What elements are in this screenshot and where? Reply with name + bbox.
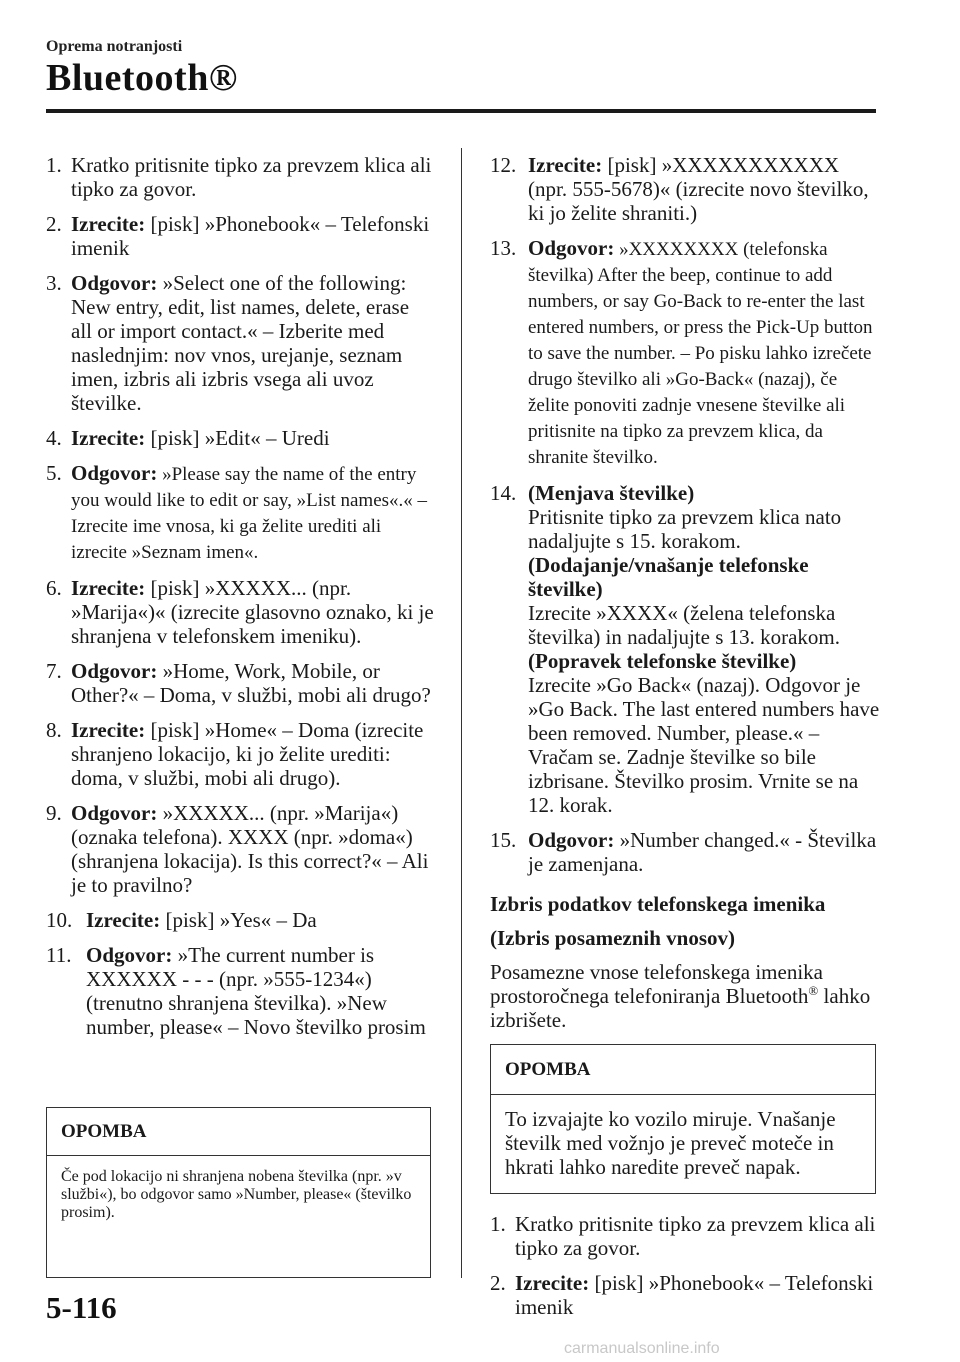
step-12 xyxy=(490,153,880,225)
step-4 xyxy=(46,426,434,450)
page-number: 5-116 xyxy=(46,1290,117,1325)
note-box-left xyxy=(46,1107,431,1278)
option-text: Pritisnite tipko za prevzem klica nato nadaljujte s 15. korakom. xyxy=(528,505,842,553)
step-text: [pisk] »XXXXXXXXXXX (npr. 555-5678)« (izrecite novo številko, ki jo želite shraniti.) xyxy=(528,153,869,225)
step-keyword: Izrecite: xyxy=(71,426,146,450)
step-keyword: Odgovor: xyxy=(71,659,158,683)
step-keyword: Odgovor: xyxy=(86,943,173,967)
step-number: 1. xyxy=(490,1212,506,1236)
step-2 xyxy=(46,212,434,260)
step-1-delete xyxy=(490,1212,880,1260)
step-8 xyxy=(46,718,434,790)
note-title: OPOMBA xyxy=(491,1045,875,1095)
header-rule xyxy=(46,109,876,113)
step-keyword: Izrecite: xyxy=(71,576,146,600)
step-3 xyxy=(46,271,434,415)
left-column xyxy=(46,153,434,1050)
right-column xyxy=(490,153,880,1330)
step-text: »XXXXXXXX (telefonska številka) After the beep, continue to add numbers, or say Go-Back to re-enter the last entered numbers, or press the Pick-Up button to save the number. – Po pisku lahko izrečete drugo številko ali »Go-Back« (nazaj), če želite ponoviti zadnje vnesene številke ali pritisnite na tipko za prevzem klica, da shranite številko. xyxy=(528,239,873,468)
section-heading: Izbris podatkov telefonskega imenika xyxy=(490,892,826,916)
step-6 xyxy=(46,576,434,648)
step-keyword: Izrecite: xyxy=(71,212,146,236)
step-number: 1. xyxy=(46,153,62,177)
note-text: Če pod lokacijo ni shranjena nobena številka (npr. »v službi«), bo odgovor samo »Number, please« (številko prosim). xyxy=(61,1168,412,1221)
step-5 xyxy=(46,461,434,565)
step-7 xyxy=(46,659,434,707)
step-number: 3. xyxy=(46,271,62,295)
section-intro: Posamezne vnose telefonskega imenika prostoročnega telefoniranja Bluetooth® lahko izbrišete. xyxy=(490,960,871,1032)
step-text: Kratko pritisnite tipko za prevzem klica ali tipko za govor. xyxy=(71,153,432,201)
note-box-right xyxy=(490,1044,876,1194)
step-number: 4. xyxy=(46,426,62,450)
watermark: carmanualsonline.info xyxy=(564,1340,720,1357)
step-text: [pisk] »Home« – Doma (izrecite shranjeno lokacijo, ki jo želite urediti: doma, v službi, mobi ali drugo). xyxy=(71,718,424,790)
step-number: 9. xyxy=(46,801,62,825)
step-number: 2. xyxy=(490,1271,506,1295)
option-heading: (Dodajanje/vnašanje telefonske številke) xyxy=(528,553,809,601)
page-title: Bluetooth® xyxy=(46,57,238,99)
step-number: 11. xyxy=(46,943,72,967)
step-keyword: Izrecite: xyxy=(71,718,146,742)
step-11 xyxy=(46,943,434,1039)
step-keyword: Odgovor: xyxy=(528,828,615,852)
step-text: »The current number is XXXXXX - - - (npr. »555-1234«) (trenutno shranjena številka). »New number, please« – Novo številko prosim xyxy=(86,943,426,1039)
step-number: 10. xyxy=(46,908,73,932)
step-text: [pisk] »Edit« – Uredi xyxy=(145,426,330,450)
step-keyword: Izrecite: xyxy=(528,153,603,177)
option-heading: (Popravek telefonske številke) xyxy=(528,649,797,673)
note-text: To izvajajte ko vozilo miruje. Vnašanje številk med vožnjo je preveč moteče in hkrati lahko naredite preveč napak. xyxy=(505,1107,836,1179)
step-number: 15. xyxy=(490,828,517,852)
step-text: [pisk] »XXXXX... (npr. »Marija«)« (izrecite glasovno oznako, ki je shranjena v telefonskem imeniku). xyxy=(71,576,434,648)
section-label: Oprema notranjosti xyxy=(46,38,183,55)
step-text: [pisk] »Phonebook« – Telefonski imenik xyxy=(71,212,430,260)
step-keyword: Odgovor: xyxy=(71,271,158,295)
step-text: »Please say the name of the entry you would like to edit or say, »List names«.« – Izrecite ime vnosa, ki ga želite urediti ali izrecite »Seznam imen«. xyxy=(71,464,428,563)
step-number: 12. xyxy=(490,153,517,177)
note-title: OPOMBA xyxy=(47,1108,430,1156)
step-text: [pisk] »Yes« – Da xyxy=(160,908,317,932)
step-text: »Number changed.« - Številka je zamenjana. xyxy=(528,828,877,876)
step-2-delete xyxy=(490,1271,880,1319)
step-keyword: Izrecite: xyxy=(86,908,161,932)
section-subheading: (Izbris posameznih vnosov) xyxy=(490,926,736,950)
step-number: 13. xyxy=(490,236,517,260)
step-keyword: Odgovor: xyxy=(71,801,158,825)
step-keyword: Odgovor: xyxy=(528,236,615,260)
option-text: Izrecite »Go Back« (nazaj). Odgovor je »Go Back. The last entered numbers have been removed. Number, please.« – Vračam se. Zadnje številke so bile izbrisane. Številko prosim. Vrnite se na 12. korak. xyxy=(528,673,880,817)
step-number: 5. xyxy=(46,461,62,485)
step-text: »XXXXX... (npr. »Marija«) (oznaka telefona). XXXX (npr. »doma«) (shranjena lokacija). Is this correct?« – Ali je to pravilno? xyxy=(71,801,429,897)
option-heading: (Menjava številke) xyxy=(528,481,695,505)
option-text: Izrecite »XXXX« (želena telefonska številka) in nadaljujte s 13. korakom. xyxy=(528,601,841,649)
step-number: 8. xyxy=(46,718,62,742)
step-14 xyxy=(490,481,880,817)
step-1 xyxy=(46,153,434,201)
step-text: Kratko pritisnite tipko za prevzem klica ali tipko za govor. xyxy=(515,1212,876,1260)
step-number: 7. xyxy=(46,659,62,683)
step-text: [pisk] »Phonebook« – Telefonski imenik xyxy=(515,1271,874,1319)
step-keyword: Izrecite: xyxy=(515,1271,590,1295)
step-number: 6. xyxy=(46,576,62,600)
step-number: 14. xyxy=(490,481,517,505)
step-15 xyxy=(490,828,880,876)
step-9 xyxy=(46,801,434,897)
registered-mark: ® xyxy=(808,983,819,998)
step-text: »Home, Work, Mobile, or Other?« – Doma, v službi, mobi ali drugo? xyxy=(71,659,431,707)
step-13 xyxy=(490,236,880,470)
step-text: »Select one of the following: New entry, edit, list names, delete, erase all or import contact.« – Izberite med naslednjim: nov vnos, urejanje, seznam imen, izbris ali izbris vsega ali uvoz številke. xyxy=(71,271,410,415)
step-keyword: Odgovor: xyxy=(71,461,158,485)
step-number: 2. xyxy=(46,212,62,236)
step-10 xyxy=(46,908,434,932)
column-divider xyxy=(461,148,462,1278)
